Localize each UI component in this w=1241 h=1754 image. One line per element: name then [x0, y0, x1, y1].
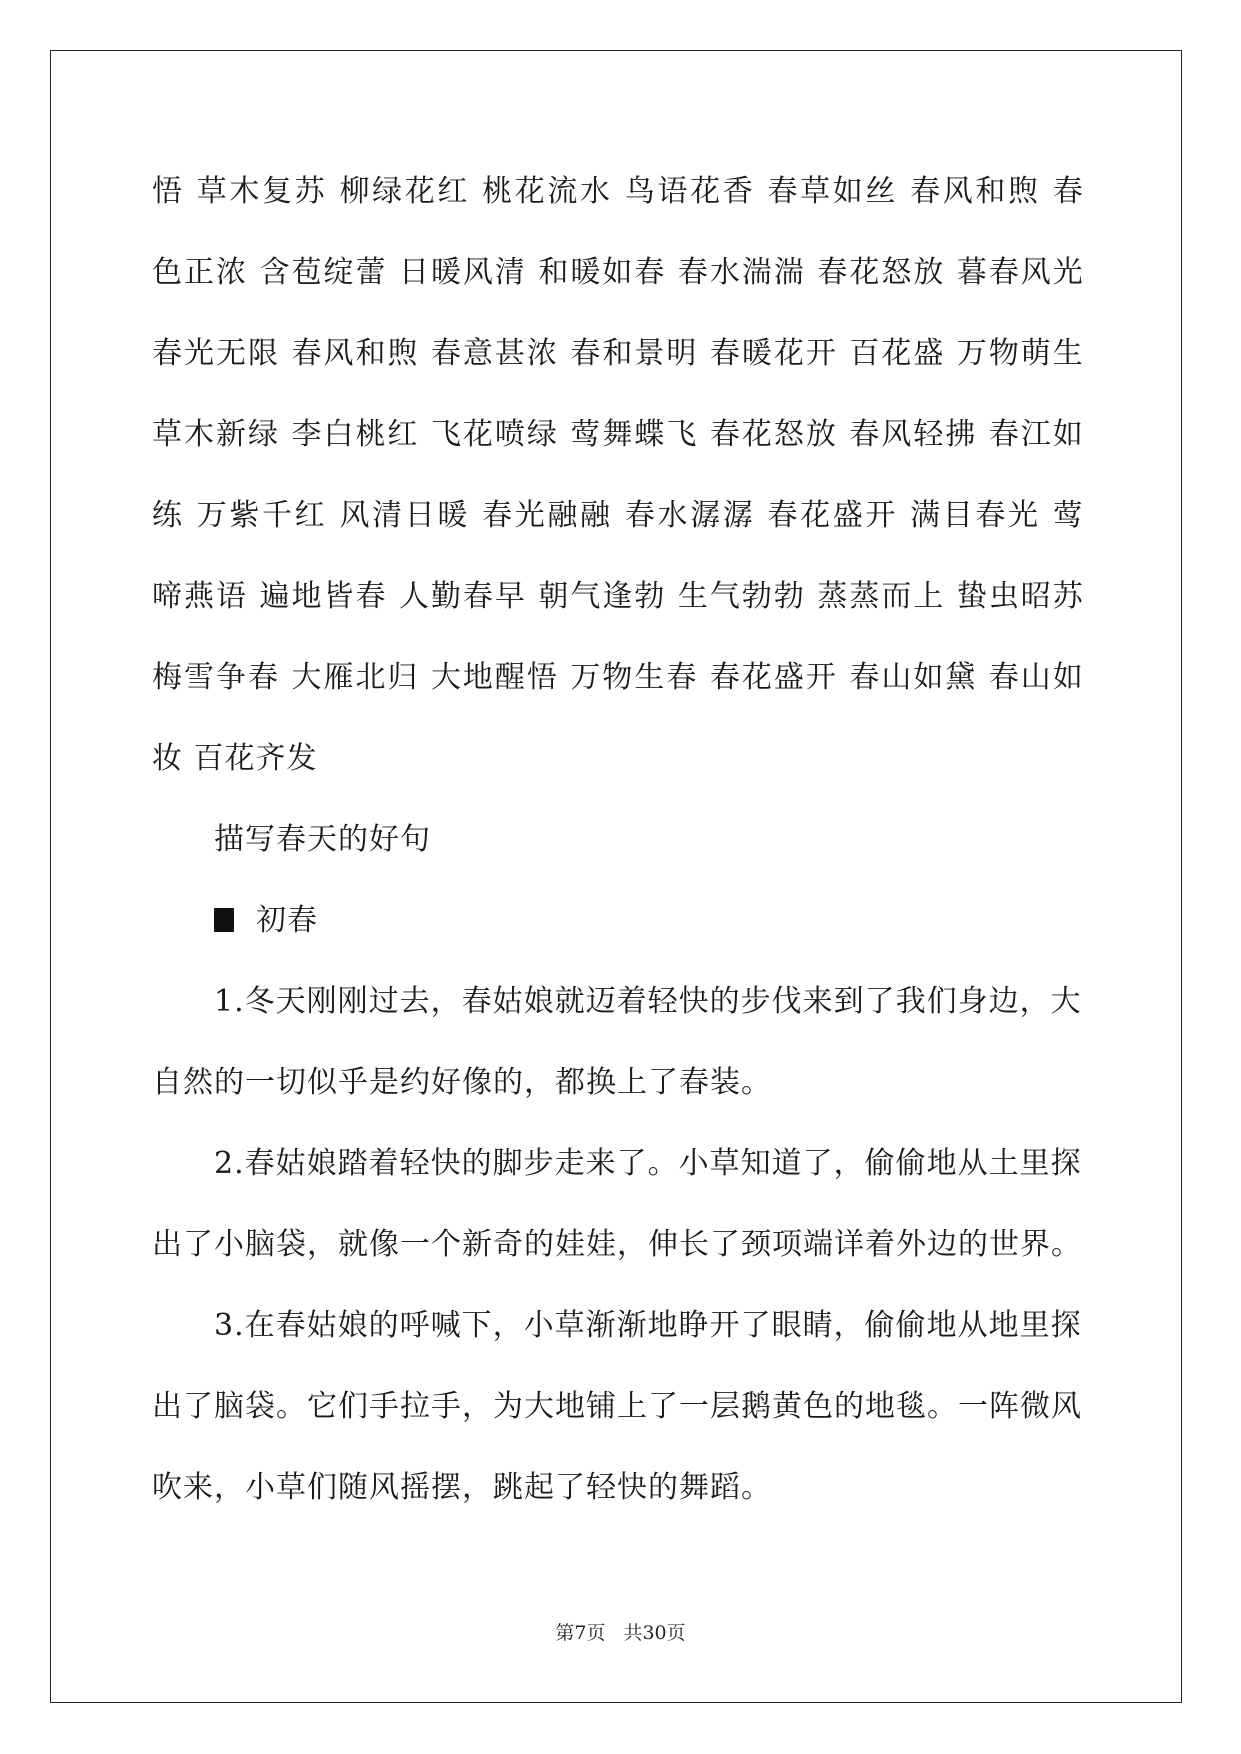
word-line: 草 木 新 绿 李 白 桃 红 飞 花 喷 绿 莺 舞 蝶 飞 春 花 怒 放 春 风 轻 拂 春 江 如: [152, 417, 1084, 452]
word-line: 练 万 紫 千 红 风 清 日 暖 春 光 融 融 春 水 潺 潺 春 花 盛 开 满 目 春 光 莺: [152, 498, 1084, 533]
page-total: 共30页: [623, 1622, 686, 1644]
word-line: 啼 燕 语 遍 地 皆 春 人 勤 春 早 朝 气 逢 勃 生 气 勃 勃 蒸 蒸 而 上 蛰 虫 昭 苏: [152, 579, 1084, 614]
paragraph-line: 2.春姑娘踏着轻快的脚步走来了。小草知道了，偷偷地从土里探: [214, 1146, 1082, 1181]
page-footer: [0, 1618, 1241, 1645]
word-line: 色 正 浓 含 苞 绽 蕾 日 暖 风 清 和 暖 如 春 春 水 湍 湍 春 花 怒 放 暮 春 风 光: [152, 255, 1084, 290]
word-line: 梅 雪 争 春 大 雁 北 归 大 地 醒 悟 万 物 生 春 春 花 盛 开 春 山 如 黛 春 山 如: [152, 660, 1084, 695]
word-line: 悟 草 木 复 苏 柳 绿 花 红 桃 花 流 水 鸟 语 花 香 春 草 如 丝 春 风 和 煦 春: [152, 174, 1084, 209]
paragraph-line: 出了小脑袋，就像一个新奇的娃娃，伸长了颈项端详着外边的世界。: [152, 1227, 1082, 1262]
subheading: 初春: [256, 903, 318, 938]
paragraph-line: 1.冬天刚刚过去，春姑娘就迈着轻快的步伐来到了我们身边，大: [214, 984, 1082, 1019]
paragraph-line: 出了脑袋。它们手拉手，为大地铺上了一层鹅黄色的地毯。一阵微风: [152, 1389, 1082, 1424]
paragraph-line: 自然的一切似乎是约好像的，都换上了春装。: [152, 1065, 772, 1100]
word-line: 春 光 无 限 春 风 和 煦 春 意 甚 浓 春 和 景 明 春 暖 花 开 百 花 盛 万 物 萌 生: [152, 336, 1084, 371]
word-list: [152, 158, 1084, 806]
document-body: [152, 158, 1084, 1535]
paragraphs: [152, 968, 1084, 1535]
square-bullet-icon: [214, 908, 234, 932]
page-number: 第7页: [555, 1622, 606, 1644]
subheading-row: [152, 887, 1084, 968]
word-line: 妆 百花齐发: [152, 741, 318, 776]
paragraph-line: 3.在春姑娘的呼喊下，小草渐渐地睁开了眼睛，偷偷地从地里探: [214, 1308, 1082, 1343]
paragraph-line: 吹来，小草们随风摇摆，跳起了轻快的舞蹈。: [152, 1470, 772, 1505]
section-title: 描写春天的好句: [214, 822, 431, 857]
